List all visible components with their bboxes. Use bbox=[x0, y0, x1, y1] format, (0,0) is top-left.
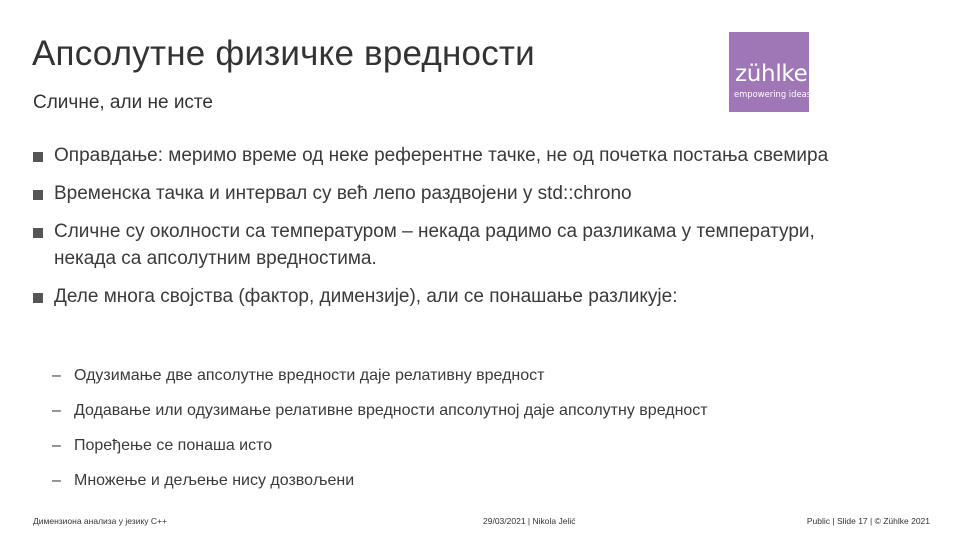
square-bullet-icon bbox=[33, 293, 43, 303]
footer-right: Public | Slide 17 | © Zühlke 2021 bbox=[806, 516, 930, 526]
bullet-list bbox=[33, 142, 873, 321]
square-bullet-icon bbox=[33, 228, 43, 238]
zuhlke-logo bbox=[729, 32, 812, 112]
bullet-text: Оправдање: меримо време од неке референтне тачке, не од почетка постања свемира bbox=[54, 145, 829, 166]
square-bullet-icon bbox=[33, 190, 43, 200]
bullet-item bbox=[33, 218, 873, 272]
footer-left: Димензиона анализа у језику C++ bbox=[33, 516, 167, 526]
logo-tagline: empowering ideas bbox=[734, 89, 812, 99]
sub-bullet-item bbox=[33, 366, 893, 386]
bullet-item bbox=[33, 283, 873, 310]
sub-bullet-text: Множење и дељење нису дозвољени bbox=[74, 472, 355, 489]
slide-subtitle: Сличне, али не исте bbox=[33, 92, 213, 113]
sub-bullet-item bbox=[33, 401, 893, 421]
sub-bullet-item bbox=[33, 436, 893, 456]
dash-bullet-icon: – bbox=[52, 437, 61, 454]
dash-bullet-icon: – bbox=[52, 367, 61, 384]
square-bullet-icon bbox=[33, 152, 43, 162]
bullet-text: Деле многа својства (фактор, димензије), али се понашање разликује: bbox=[54, 286, 678, 307]
dash-bullet-icon: – bbox=[52, 472, 61, 489]
sub-bullet-text: Поређење се понаша исто bbox=[74, 437, 273, 454]
footer-center: 29/03/2021 | Nikola Jelić bbox=[483, 516, 576, 526]
logo-wordmark: zühlke bbox=[735, 61, 808, 87]
sub-bullet-text: Одузимање две апсолутне вредности даје релативну вредност bbox=[74, 367, 545, 384]
bullet-item bbox=[33, 142, 873, 169]
sub-bullet-text: Додавање или одузимање релативне вредности апсолутној даје апсолутну вредност bbox=[74, 402, 708, 419]
bullet-text: Временска тачка и интервал су већ лепо раздвојени у std::chrono bbox=[54, 183, 632, 204]
bullet-text: Сличне су околности са температуром – некада радимо са разликама у температури, некада са апсолутним вредностима. bbox=[54, 221, 815, 269]
dash-bullet-icon: – bbox=[52, 402, 61, 419]
bullet-item bbox=[33, 180, 873, 207]
sub-bullet-item bbox=[33, 471, 893, 491]
slide-title: Апсолутне физичке вредности bbox=[32, 34, 535, 73]
